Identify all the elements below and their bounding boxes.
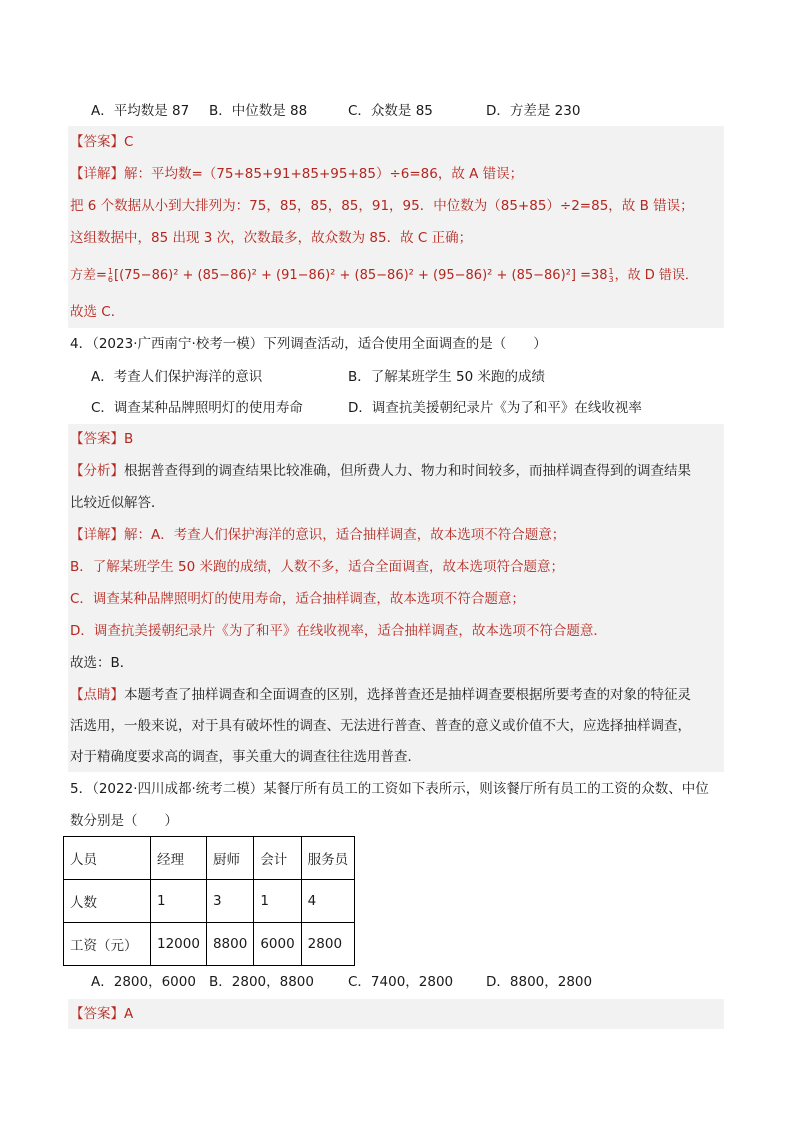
q4-answer xyxy=(70,429,133,449)
comment-tag: 【点睛】 xyxy=(70,687,124,703)
q5-option-b: B．2800，8800 xyxy=(209,974,314,990)
q5-option-d: D．8800，2800 xyxy=(486,974,593,990)
q5-answer xyxy=(70,1004,133,1024)
table-cell: 2800 xyxy=(301,923,355,966)
q4-stem: 4．（2023·广西南宁·校考一模）下列调查活动，适合使用全面调查的是（ ） xyxy=(70,336,547,352)
q4-option-a: A．考查人们保护海洋的意识 xyxy=(91,369,263,385)
table-cell: 1 xyxy=(151,880,207,923)
fraction-denominator: 3 xyxy=(608,274,614,284)
q5-option-a: A．2800，6000 xyxy=(91,974,196,990)
fraction-denominator: 6 xyxy=(107,274,113,284)
q3-option-b: B．中位数是 88 xyxy=(209,103,308,119)
table-row xyxy=(64,923,355,966)
q4-option-d: D．调查抗美援朝纪录片《为了和平》在线收视率 xyxy=(348,400,642,416)
q3-answer xyxy=(70,132,133,152)
q4-option-c: C．调查某种品牌照明灯的使用寿命 xyxy=(91,400,303,416)
table-cell: 6000 xyxy=(254,923,301,966)
q5-stem-1: 5．（2022·四川成都·统考二模）某餐厅所有员工的工资如下表所示，则该餐厅所有员工的工资的众数、中位 xyxy=(70,781,709,797)
table-row xyxy=(64,837,355,880)
comment-text: 本题考查了抽样调查和全面调查的区别，选择普查还是抽样调查要根据所要考查的对象的特征灵 xyxy=(124,687,691,703)
q4-comment-1 xyxy=(70,685,691,705)
q4-detail-3: C．调查某种品牌照明灯的使用寿命，适合抽样调查，故本选项不符合题意； xyxy=(70,591,525,607)
detail-text: 解：平均数=（75+85+91+85+95+85）÷6=86，故 A 错误； xyxy=(124,166,524,182)
table-cell: 工资（元） xyxy=(64,923,151,966)
variance-equals: =38 xyxy=(580,268,608,283)
analysis-text: 根据普查得到的调查结果比较准确，但所费人力、物力和时间较多，而抽样调查得到的调查结果 xyxy=(124,463,691,479)
q3-option-a: A．平均数是 87 xyxy=(91,103,190,119)
q5-stem-2: 数分别是（ ） xyxy=(70,813,178,829)
variance-prefix: 方差= xyxy=(70,268,107,283)
answer-value: C xyxy=(124,134,134,150)
q4-analysis-1 xyxy=(70,461,691,481)
q4-comment-3: 对于精确度要求高的调查，事关重大的调查往往选用普查． xyxy=(70,749,421,765)
q4-detail-2: B．了解某班学生 50 米跑的成绩，人数不多，适合全面调查，故本选项符合题意； xyxy=(70,559,565,575)
analysis-tag: 【分析】 xyxy=(70,463,124,479)
q3-detail-1 xyxy=(70,164,523,184)
table-cell: 3 xyxy=(206,880,253,923)
q3-variance-formula xyxy=(70,266,698,286)
table-cell: 厨师 xyxy=(206,837,253,880)
table-cell: 服务员 xyxy=(301,837,355,880)
q3-option-c: C．众数是 85 xyxy=(348,103,433,119)
table-cell: 人员 xyxy=(64,837,151,880)
answer-tag: 【答案】 xyxy=(70,431,124,447)
answer-value: A xyxy=(124,1006,134,1022)
q3-option-d: D．方差是 230 xyxy=(486,103,581,119)
table-cell: 会计 xyxy=(254,837,301,880)
answer-tag: 【答案】 xyxy=(70,1006,124,1022)
variance-body: [(75−86)² + (85−86)² + (91−86)² + (85−86)² + (95−86)² + (85−86)²] xyxy=(114,268,576,283)
detail-tag: 【详解】 xyxy=(70,166,124,182)
table-cell: 8800 xyxy=(206,923,253,966)
fraction-numerator: 1 xyxy=(608,266,614,276)
detail-text: 解：A．考查人们保护海洋的意识，适合抽样调查，故本选项不符合题意； xyxy=(124,527,566,543)
fraction-numerator: 1 xyxy=(107,266,113,276)
detail-tag: 【详解】 xyxy=(70,527,124,543)
q4-detail-4: D．调查抗美援朝纪录片《为了和平》在线收视率，适合抽样调查，故本选项不符合题意． xyxy=(70,623,607,639)
q4-analysis-2: 比较近似解答． xyxy=(70,495,165,511)
q4-option-b: B．了解某班学生 50 米跑的成绩 xyxy=(348,369,546,385)
salary-table xyxy=(63,836,355,966)
table-cell: 4 xyxy=(301,880,355,923)
table-cell: 12000 xyxy=(151,923,207,966)
q5-option-c: C．7400，2800 xyxy=(348,974,454,990)
q3-solution-block xyxy=(68,126,724,328)
q3-detail-3: 这组数据中，85 出现 3 次，次数最多，故众数为 85．故 C 正确； xyxy=(70,230,473,246)
table-row xyxy=(64,880,355,923)
table-cell: 人数 xyxy=(64,880,151,923)
q4-detail-1 xyxy=(70,525,565,545)
variance-mixed-fraction xyxy=(609,268,614,284)
q3-choose: 故选 C． xyxy=(70,304,125,320)
variance-fraction xyxy=(108,268,113,284)
q3-detail-2: 把 6 个数据从小到大排列为：75，85，85，85，91，95．中位数为（85+85）÷2=85，故 B 错误； xyxy=(70,198,694,214)
answer-tag: 【答案】 xyxy=(70,134,124,150)
variance-suffix: ，故 D 错误． xyxy=(614,268,698,283)
answer-value: B xyxy=(124,431,134,447)
q5-solution-block xyxy=(68,999,724,1029)
table-cell: 1 xyxy=(254,880,301,923)
q4-comment-2: 活选用，一般来说，对于具有破坏性的调查、无法进行普查、普查的意义或价值不大，应选择抽样调查， xyxy=(70,718,691,734)
q4-choose: 故选：B． xyxy=(70,655,134,671)
table-cell: 经理 xyxy=(151,837,207,880)
